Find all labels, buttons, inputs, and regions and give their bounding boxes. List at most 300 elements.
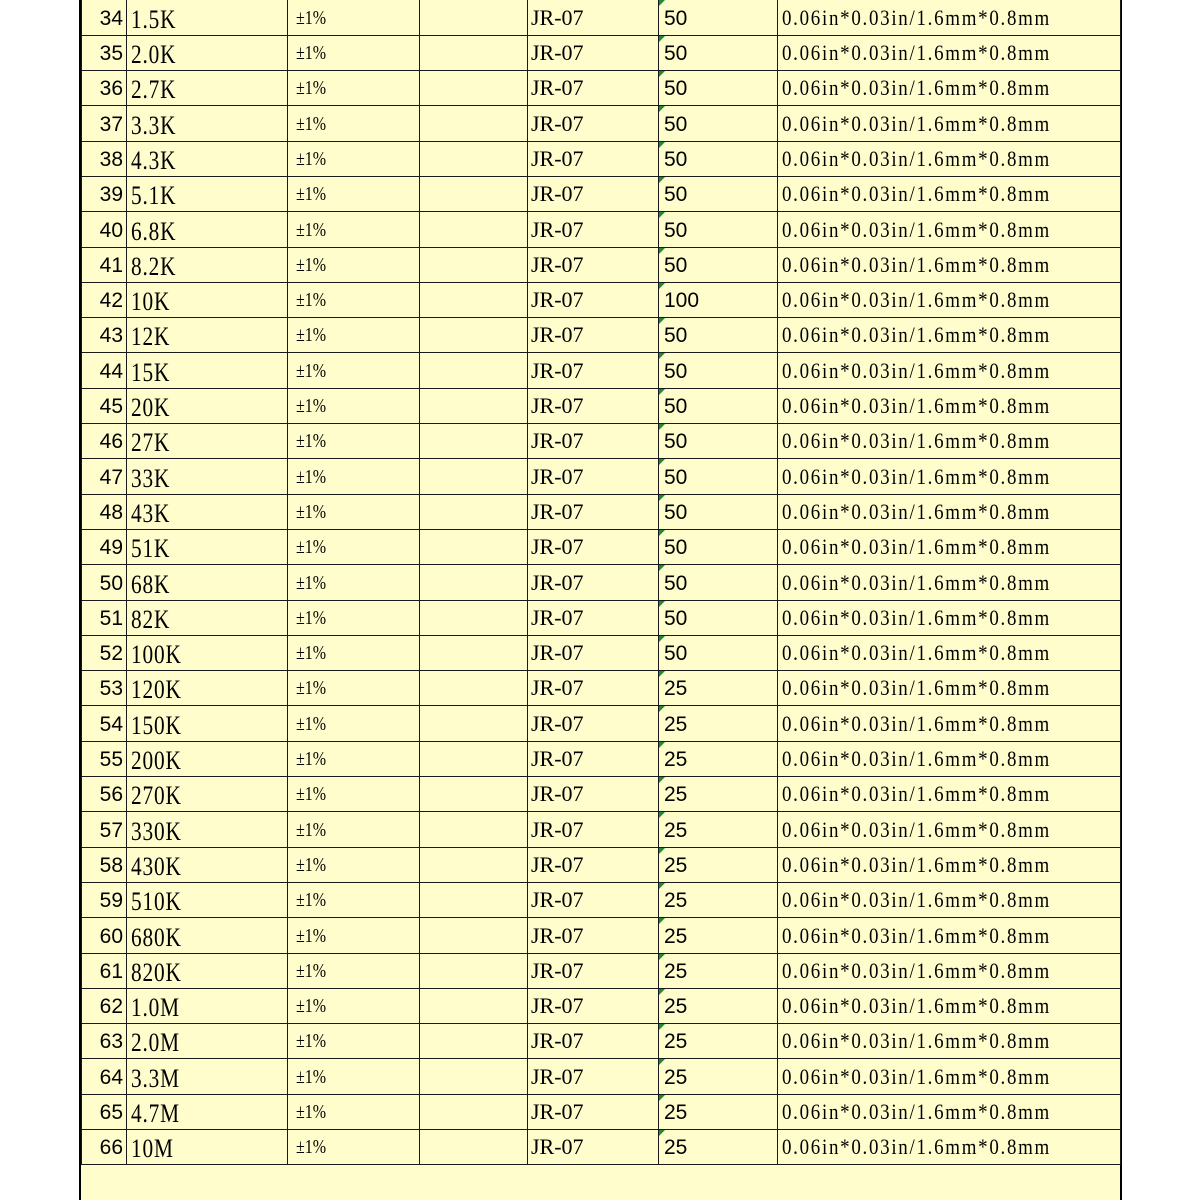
- resistance-value: 270K: [131, 781, 182, 811]
- package-cell[interactable]: JR-07: [528, 35, 659, 70]
- dimension-cell[interactable]: [778, 706, 1121, 741]
- dimension-cell[interactable]: [778, 847, 1121, 882]
- package-cell[interactable]: JR-07: [528, 353, 659, 388]
- table-row: [82, 1024, 1121, 1059]
- dimension-value: 0.06in*0.03in/1.6mm*0.8mm: [782, 993, 1052, 1019]
- dimension-value: 0.06in*0.03in/1.6mm*0.8mm: [782, 287, 1052, 313]
- dimension-cell[interactable]: [778, 988, 1121, 1023]
- tolerance-cell[interactable]: [288, 1059, 420, 1094]
- row-number-cell[interactable]: 60: [82, 918, 127, 953]
- resistance-cell[interactable]: [127, 882, 288, 917]
- package-cell[interactable]: JR-07: [528, 671, 659, 706]
- tolerance-value: ±1%: [296, 1030, 327, 1053]
- resistance-value: 3.3M: [131, 1063, 180, 1093]
- empty-cell[interactable]: [420, 882, 528, 917]
- dimension-value: 0.06in*0.03in/1.6mm*0.8mm: [782, 851, 1052, 877]
- row-number-cell[interactable]: 54: [82, 706, 127, 741]
- quantity-cell[interactable]: 50: [659, 0, 778, 35]
- quantity-cell[interactable]: 50: [659, 247, 778, 282]
- dimension-cell[interactable]: [778, 141, 1121, 176]
- dimension-value: 0.06in*0.03in/1.6mm*0.8mm: [782, 604, 1052, 630]
- empty-cell[interactable]: [420, 0, 528, 35]
- resistance-cell[interactable]: [127, 212, 288, 247]
- package-cell[interactable]: JR-07: [528, 141, 659, 176]
- resistance-value: 33K: [131, 463, 171, 493]
- quantity-cell[interactable]: 50: [659, 424, 778, 459]
- tolerance-value: ±1%: [296, 677, 327, 700]
- row-number-cell[interactable]: 66: [82, 1130, 127, 1165]
- row-number-cell[interactable]: 44: [82, 353, 127, 388]
- empty-cell[interactable]: [420, 565, 528, 600]
- row-number-cell[interactable]: 49: [82, 529, 127, 564]
- tolerance-cell[interactable]: [288, 0, 420, 35]
- package-cell[interactable]: JR-07: [528, 635, 659, 670]
- resistance-value: 6.8K: [131, 216, 177, 246]
- package-cell[interactable]: JR-07: [528, 282, 659, 317]
- dimension-cell[interactable]: [778, 318, 1121, 353]
- dimension-value: 0.06in*0.03in/1.6mm*0.8mm: [782, 781, 1052, 807]
- resistance-cell[interactable]: [127, 1130, 288, 1165]
- package-cell[interactable]: JR-07: [528, 388, 659, 423]
- tolerance-cell[interactable]: [288, 777, 420, 812]
- package-cell[interactable]: JR-07: [528, 106, 659, 141]
- row-number-cell[interactable]: 55: [82, 741, 127, 776]
- resistance-value: 82K: [131, 604, 171, 634]
- row-number-cell[interactable]: 41: [82, 247, 127, 282]
- quantity-cell[interactable]: 50: [659, 176, 778, 211]
- dimension-cell[interactable]: [778, 882, 1121, 917]
- dimension-cell[interactable]: [778, 353, 1121, 388]
- package-cell[interactable]: JR-07: [528, 953, 659, 988]
- dimension-cell[interactable]: [778, 741, 1121, 776]
- tolerance-cell[interactable]: [288, 459, 420, 494]
- dimension-cell[interactable]: [778, 565, 1121, 600]
- dimension-cell[interactable]: [778, 1094, 1121, 1129]
- row-number-cell[interactable]: 63: [82, 1024, 127, 1059]
- resistance-value: 12K: [131, 322, 171, 352]
- tolerance-value: ±1%: [296, 995, 327, 1018]
- package-cell[interactable]: JR-07: [528, 0, 659, 35]
- tolerance-cell[interactable]: [288, 565, 420, 600]
- quantity-cell[interactable]: 25: [659, 988, 778, 1023]
- row-number-cell[interactable]: 58: [82, 847, 127, 882]
- empty-cell[interactable]: [420, 918, 528, 953]
- quantity-cell[interactable]: 25: [659, 882, 778, 917]
- row-number-cell[interactable]: 64: [82, 1059, 127, 1094]
- row-number-cell[interactable]: 53: [82, 671, 127, 706]
- resistance-cell[interactable]: [127, 494, 288, 529]
- dimension-value: 0.06in*0.03in/1.6mm*0.8mm: [782, 710, 1052, 736]
- table-row: [82, 0, 1121, 35]
- quantity-cell[interactable]: 50: [659, 71, 778, 106]
- resistance-cell[interactable]: [127, 247, 288, 282]
- quantity-cell[interactable]: 50: [659, 529, 778, 564]
- package-cell[interactable]: JR-07: [528, 777, 659, 812]
- resistance-cell[interactable]: [127, 565, 288, 600]
- table-row: [82, 247, 1121, 282]
- resistance-cell[interactable]: [127, 282, 288, 317]
- tolerance-value: ±1%: [296, 183, 327, 206]
- quantity-cell[interactable]: 50: [659, 212, 778, 247]
- row-number-cell[interactable]: 61: [82, 953, 127, 988]
- row-number-cell[interactable]: 40: [82, 212, 127, 247]
- resistance-value: 120K: [131, 675, 182, 705]
- tolerance-cell[interactable]: [288, 106, 420, 141]
- quantity-cell[interactable]: 50: [659, 459, 778, 494]
- quantity-cell[interactable]: 25: [659, 1059, 778, 1094]
- resistance-value: 680K: [131, 922, 182, 952]
- empty-cell[interactable]: [420, 671, 528, 706]
- quantity-cell[interactable]: 25: [659, 741, 778, 776]
- tolerance-cell[interactable]: [288, 35, 420, 70]
- resistance-cell[interactable]: [127, 918, 288, 953]
- package-cell[interactable]: JR-07: [528, 176, 659, 211]
- dimension-value: 0.06in*0.03in/1.6mm*0.8mm: [782, 1063, 1052, 1089]
- dimension-cell[interactable]: [778, 388, 1121, 423]
- resistance-cell[interactable]: [127, 106, 288, 141]
- resistance-cell[interactable]: [127, 777, 288, 812]
- row-number-cell[interactable]: 38: [82, 141, 127, 176]
- package-cell[interactable]: JR-07: [528, 1024, 659, 1059]
- package-cell[interactable]: JR-07: [528, 71, 659, 106]
- package-cell[interactable]: JR-07: [528, 212, 659, 247]
- row-number-cell[interactable]: 51: [82, 600, 127, 635]
- tolerance-cell[interactable]: [288, 1094, 420, 1129]
- tolerance-cell[interactable]: [288, 953, 420, 988]
- row-number-cell[interactable]: 34: [82, 0, 127, 35]
- tolerance-cell[interactable]: [288, 1130, 420, 1165]
- quantity-cell[interactable]: 50: [659, 35, 778, 70]
- tolerance-value: ±1%: [296, 430, 327, 453]
- dimension-cell[interactable]: [778, 1130, 1121, 1165]
- tolerance-value: ±1%: [296, 6, 327, 29]
- resistance-cell[interactable]: [127, 459, 288, 494]
- resistance-cell[interactable]: [127, 0, 288, 35]
- dimension-cell[interactable]: [778, 247, 1121, 282]
- empty-cell[interactable]: [420, 988, 528, 1023]
- table-row: [82, 777, 1121, 812]
- empty-cell[interactable]: [420, 1130, 528, 1165]
- resistance-cell[interactable]: [127, 600, 288, 635]
- package-cell[interactable]: JR-07: [528, 600, 659, 635]
- tolerance-cell[interactable]: [288, 388, 420, 423]
- quantity-cell[interactable]: 25: [659, 671, 778, 706]
- empty-cell[interactable]: [420, 318, 528, 353]
- row-number-cell[interactable]: 45: [82, 388, 127, 423]
- package-cell[interactable]: JR-07: [528, 741, 659, 776]
- dimension-cell[interactable]: [778, 459, 1121, 494]
- table-row: [82, 106, 1121, 141]
- resistance-cell[interactable]: [127, 1024, 288, 1059]
- quantity-cell[interactable]: 100: [659, 282, 778, 317]
- empty-cell[interactable]: [420, 706, 528, 741]
- tolerance-cell[interactable]: [288, 424, 420, 459]
- quantity-cell[interactable]: 25: [659, 918, 778, 953]
- tolerance-cell[interactable]: [288, 282, 420, 317]
- resistance-cell[interactable]: [127, 141, 288, 176]
- table-row: [82, 141, 1121, 176]
- dimension-cell[interactable]: [778, 600, 1121, 635]
- tolerance-cell[interactable]: [288, 882, 420, 917]
- table-row: [82, 706, 1121, 741]
- resistance-cell[interactable]: [127, 847, 288, 882]
- resistance-cell[interactable]: [127, 635, 288, 670]
- dimension-cell[interactable]: [778, 635, 1121, 670]
- tolerance-cell[interactable]: [288, 141, 420, 176]
- table-row: [82, 71, 1121, 106]
- quantity-cell[interactable]: 50: [659, 388, 778, 423]
- empty-cell[interactable]: [420, 424, 528, 459]
- row-number-cell[interactable]: 48: [82, 494, 127, 529]
- quantity-cell[interactable]: 50: [659, 353, 778, 388]
- quantity-cell[interactable]: 25: [659, 812, 778, 847]
- empty-cell[interactable]: [420, 1059, 528, 1094]
- row-number-cell[interactable]: 57: [82, 812, 127, 847]
- row-number-cell[interactable]: 43: [82, 318, 127, 353]
- row-number-cell[interactable]: 37: [82, 106, 127, 141]
- resistance-cell[interactable]: [127, 1059, 288, 1094]
- empty-cell[interactable]: [420, 1024, 528, 1059]
- dimension-cell[interactable]: [778, 35, 1121, 70]
- table-row: [82, 988, 1121, 1023]
- empty-cell[interactable]: [420, 494, 528, 529]
- dimension-value: 0.06in*0.03in/1.6mm*0.8mm: [782, 1028, 1052, 1054]
- tolerance-value: ±1%: [296, 889, 327, 912]
- empty-cell[interactable]: [420, 459, 528, 494]
- resistance-value: 5.1K: [131, 181, 177, 211]
- empty-cell[interactable]: [420, 71, 528, 106]
- package-cell[interactable]: JR-07: [528, 988, 659, 1023]
- empty-cell[interactable]: [420, 353, 528, 388]
- quantity-cell[interactable]: 25: [659, 953, 778, 988]
- resistance-cell[interactable]: [127, 988, 288, 1023]
- resistance-value: 2.0M: [131, 1028, 180, 1058]
- resistance-value: 68K: [131, 569, 171, 599]
- empty-cell[interactable]: [420, 176, 528, 211]
- quantity-cell[interactable]: 50: [659, 318, 778, 353]
- table-body: [82, 0, 1121, 1165]
- empty-cell[interactable]: [420, 741, 528, 776]
- tolerance-cell[interactable]: [288, 847, 420, 882]
- resistance-value: 820K: [131, 957, 182, 987]
- resistance-cell[interactable]: [127, 706, 288, 741]
- tolerance-cell[interactable]: [288, 741, 420, 776]
- package-cell[interactable]: JR-07: [528, 494, 659, 529]
- table-row: [82, 918, 1121, 953]
- package-cell[interactable]: JR-07: [528, 424, 659, 459]
- quantity-cell[interactable]: 50: [659, 141, 778, 176]
- package-cell[interactable]: JR-07: [528, 565, 659, 600]
- tolerance-value: ±1%: [296, 642, 327, 665]
- dimension-cell[interactable]: [778, 1059, 1121, 1094]
- tolerance-cell[interactable]: [288, 494, 420, 529]
- package-cell[interactable]: JR-07: [528, 247, 659, 282]
- package-cell[interactable]: JR-07: [528, 1094, 659, 1129]
- resistance-cell[interactable]: [127, 35, 288, 70]
- resistance-value: 10M: [131, 1134, 174, 1164]
- dimension-cell[interactable]: [778, 918, 1121, 953]
- resistance-value: 330K: [131, 816, 182, 846]
- tolerance-cell[interactable]: [288, 71, 420, 106]
- row-number-cell[interactable]: 50: [82, 565, 127, 600]
- tolerance-cell[interactable]: [288, 635, 420, 670]
- quantity-cell[interactable]: 50: [659, 494, 778, 529]
- empty-cell[interactable]: [420, 282, 528, 317]
- tolerance-value: ±1%: [296, 147, 327, 170]
- empty-cell[interactable]: [420, 35, 528, 70]
- table-row: [82, 1130, 1121, 1165]
- dimension-value: 0.06in*0.03in/1.6mm*0.8mm: [782, 1099, 1052, 1124]
- tolerance-value: ±1%: [296, 853, 327, 876]
- resistance-cell[interactable]: [127, 741, 288, 776]
- package-cell[interactable]: JR-07: [528, 847, 659, 882]
- dimension-cell[interactable]: [778, 529, 1121, 564]
- tolerance-value: ±1%: [296, 218, 327, 241]
- dimension-value: 0.06in*0.03in/1.6mm*0.8mm: [782, 640, 1052, 666]
- tolerance-value: ±1%: [296, 712, 327, 735]
- empty-cell[interactable]: [420, 847, 528, 882]
- quantity-cell[interactable]: 25: [659, 1130, 778, 1165]
- resistance-value: 430K: [131, 851, 182, 881]
- dimension-cell[interactable]: [778, 282, 1121, 317]
- table-row: [82, 176, 1121, 211]
- table-row: [82, 1059, 1121, 1094]
- package-cell[interactable]: JR-07: [528, 1130, 659, 1165]
- package-cell[interactable]: JR-07: [528, 459, 659, 494]
- tolerance-cell[interactable]: [288, 176, 420, 211]
- row-number-cell[interactable]: 52: [82, 635, 127, 670]
- dimension-cell[interactable]: [778, 777, 1121, 812]
- dimension-cell[interactable]: [778, 1024, 1121, 1059]
- tolerance-cell[interactable]: [288, 247, 420, 282]
- row-number-cell[interactable]: 36: [82, 71, 127, 106]
- empty-cell[interactable]: [420, 600, 528, 635]
- quantity-cell[interactable]: 50: [659, 635, 778, 670]
- dimension-cell[interactable]: [778, 494, 1121, 529]
- resistance-value: 200K: [131, 746, 182, 776]
- empty-cell[interactable]: [420, 141, 528, 176]
- tolerance-cell[interactable]: [288, 706, 420, 741]
- dimension-value: 0.06in*0.03in/1.6mm*0.8mm: [782, 1134, 1052, 1160]
- dimension-cell[interactable]: [778, 176, 1121, 211]
- empty-cell[interactable]: [420, 212, 528, 247]
- resistance-cell[interactable]: [127, 1094, 288, 1129]
- row-number-cell[interactable]: 35: [82, 35, 127, 70]
- row-number-cell[interactable]: 65: [82, 1094, 127, 1129]
- dimension-cell[interactable]: [778, 812, 1121, 847]
- quantity-cell[interactable]: 25: [659, 1024, 778, 1059]
- resistance-cell[interactable]: [127, 671, 288, 706]
- tolerance-cell[interactable]: [288, 918, 420, 953]
- resistance-value: 51K: [131, 534, 171, 564]
- dimension-cell[interactable]: [778, 212, 1121, 247]
- dimension-value: 0.06in*0.03in/1.6mm*0.8mm: [782, 357, 1052, 383]
- empty-cell[interactable]: [420, 635, 528, 670]
- resistance-cell[interactable]: [127, 812, 288, 847]
- empty-cell[interactable]: [420, 106, 528, 141]
- table-row: [82, 353, 1121, 388]
- tolerance-cell[interactable]: [288, 353, 420, 388]
- resistance-cell[interactable]: [127, 318, 288, 353]
- tolerance-cell[interactable]: [288, 212, 420, 247]
- resistance-cell[interactable]: [127, 529, 288, 564]
- empty-cell[interactable]: [420, 1094, 528, 1129]
- empty-cell[interactable]: [420, 777, 528, 812]
- tolerance-cell[interactable]: [288, 600, 420, 635]
- row-number-cell[interactable]: 47: [82, 459, 127, 494]
- tolerance-value: ±1%: [296, 536, 327, 559]
- row-number-cell[interactable]: 46: [82, 424, 127, 459]
- quantity-cell[interactable]: 25: [659, 1094, 778, 1129]
- empty-cell[interactable]: [420, 812, 528, 847]
- quantity-cell[interactable]: 50: [659, 600, 778, 635]
- row-number-cell[interactable]: 39: [82, 176, 127, 211]
- row-number-cell[interactable]: 59: [82, 882, 127, 917]
- row-number-cell[interactable]: 56: [82, 777, 127, 812]
- resistance-cell[interactable]: [127, 71, 288, 106]
- quantity-cell[interactable]: 50: [659, 565, 778, 600]
- tolerance-cell[interactable]: [288, 529, 420, 564]
- resistance-value: 510K: [131, 887, 182, 917]
- dimension-cell[interactable]: [778, 424, 1121, 459]
- dimension-cell[interactable]: [778, 953, 1121, 988]
- empty-cell[interactable]: [420, 529, 528, 564]
- empty-cell[interactable]: [420, 388, 528, 423]
- table-row: [82, 388, 1121, 423]
- resistance-cell[interactable]: [127, 424, 288, 459]
- resistance-value: 2.7K: [131, 75, 177, 105]
- resistance-value: 4.3K: [131, 145, 177, 175]
- quantity-cell[interactable]: 25: [659, 847, 778, 882]
- package-cell[interactable]: JR-07: [528, 1059, 659, 1094]
- tolerance-value: ±1%: [296, 289, 327, 312]
- tolerance-cell[interactable]: [288, 988, 420, 1023]
- resistance-cell[interactable]: [127, 388, 288, 423]
- quantity-cell[interactable]: 25: [659, 777, 778, 812]
- resistance-cell[interactable]: [127, 176, 288, 211]
- dimension-cell[interactable]: [778, 0, 1121, 35]
- package-cell[interactable]: JR-07: [528, 918, 659, 953]
- package-cell[interactable]: JR-07: [528, 882, 659, 917]
- dimension-cell[interactable]: [778, 671, 1121, 706]
- row-number-cell[interactable]: 42: [82, 282, 127, 317]
- package-cell[interactable]: JR-07: [528, 812, 659, 847]
- row-number-cell[interactable]: 62: [82, 988, 127, 1023]
- resistance-value: 43K: [131, 498, 171, 528]
- dimension-cell[interactable]: [778, 71, 1121, 106]
- tolerance-cell[interactable]: [288, 1024, 420, 1059]
- quantity-cell[interactable]: 25: [659, 706, 778, 741]
- resistance-value: 100K: [131, 640, 182, 670]
- quantity-cell[interactable]: 50: [659, 106, 778, 141]
- resistance-value: 1.5K: [131, 4, 177, 34]
- tolerance-value: ±1%: [296, 959, 327, 982]
- empty-cell[interactable]: [420, 953, 528, 988]
- tolerance-cell[interactable]: [288, 318, 420, 353]
- resistance-cell[interactable]: [127, 353, 288, 388]
- resistance-cell[interactable]: [127, 953, 288, 988]
- dimension-cell[interactable]: [778, 106, 1121, 141]
- dimension-value: 0.06in*0.03in/1.6mm*0.8mm: [782, 75, 1052, 101]
- table-row: [82, 424, 1121, 459]
- dimension-value: 0.06in*0.03in/1.6mm*0.8mm: [782, 957, 1052, 983]
- package-cell[interactable]: JR-07: [528, 706, 659, 741]
- tolerance-cell[interactable]: [288, 671, 420, 706]
- empty-cell[interactable]: [420, 247, 528, 282]
- package-cell[interactable]: JR-07: [528, 529, 659, 564]
- tolerance-cell[interactable]: [288, 812, 420, 847]
- package-cell[interactable]: JR-07: [528, 318, 659, 353]
